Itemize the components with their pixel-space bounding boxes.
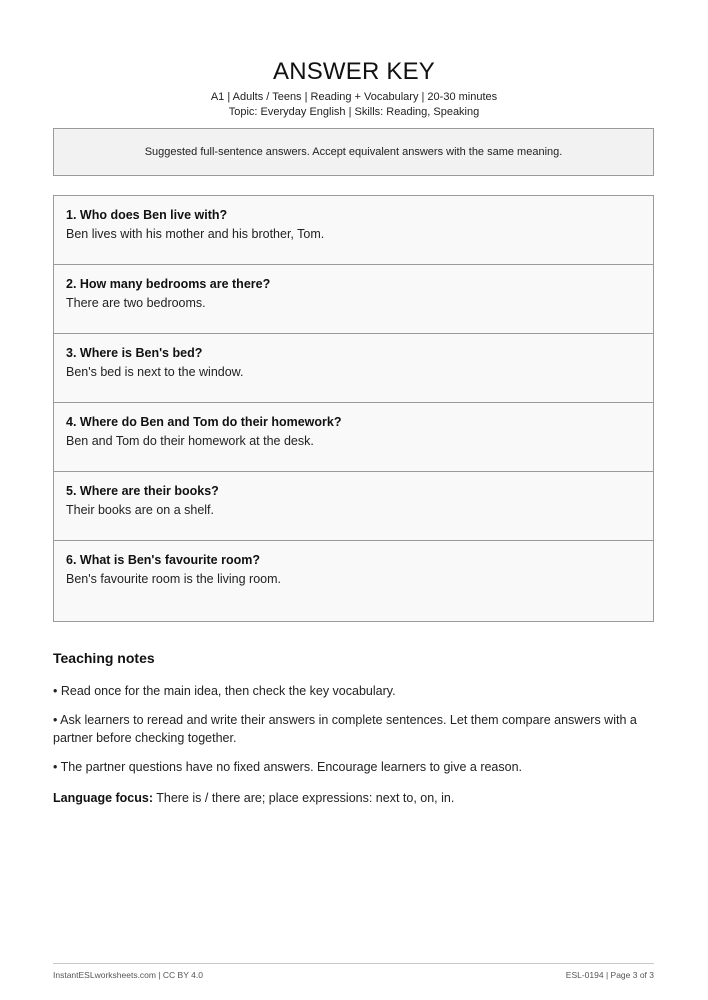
answer-item bbox=[54, 472, 653, 541]
footer-page-number: ESL-0194 | Page 3 of 3 bbox=[565, 970, 654, 980]
teaching-note: • Read once for the main idea, then check the key vocabulary. bbox=[53, 684, 396, 698]
language-focus-label: Language focus: bbox=[53, 791, 154, 805]
answer-text: Ben and Tom do their homework at the desk. bbox=[66, 434, 314, 448]
teaching-notes-heading: Teaching notes bbox=[53, 650, 155, 666]
footer-divider bbox=[53, 963, 654, 964]
instructions-box bbox=[53, 128, 654, 176]
question-text: 5. Where are their books? bbox=[66, 484, 219, 498]
answer-list bbox=[53, 195, 654, 622]
answer-text: There are two bedrooms. bbox=[66, 296, 206, 310]
answer-item bbox=[54, 334, 653, 403]
question-text: 1. Who does Ben live with? bbox=[66, 208, 228, 222]
teaching-note: • The partner questions have no fixed answers. Encourage learners to give a reason. bbox=[53, 760, 523, 774]
teaching-notes-list bbox=[53, 682, 654, 787]
instructions-text: Suggested full-sentence answers. Accept equivalent answers with the same meaning. bbox=[144, 146, 563, 158]
answer-item bbox=[54, 403, 653, 472]
language-focus-text: There is / there are; place expressions: next to, on, in. bbox=[153, 791, 455, 805]
answer-item bbox=[54, 196, 653, 265]
question-text: 3. Where is Ben's bed? bbox=[66, 346, 203, 360]
answer-item bbox=[54, 265, 653, 334]
question-text: 2. How many bedrooms are there? bbox=[66, 277, 271, 291]
answer-text: Ben lives with his mother and his brother, Tom. bbox=[66, 227, 325, 241]
question-text: 4. Where do Ben and Tom do their homework? bbox=[66, 415, 342, 429]
language-focus bbox=[53, 791, 654, 805]
answer-text: Ben's favourite room is the living room. bbox=[66, 572, 281, 586]
answer-text: Ben's bed is next to the window. bbox=[66, 365, 244, 379]
page-title: ANSWER KEY bbox=[272, 58, 436, 85]
question-text: 6. What is Ben's favourite room? bbox=[66, 553, 260, 567]
teaching-note: • Ask learners to reread and write their answers in complete sentences. Let them compare answers with a partner before checking together. bbox=[53, 713, 637, 745]
answer-item bbox=[54, 541, 653, 621]
level-meta-line: A1 | Adults / Teens | Reading + Vocabulary | 20-30 minutes bbox=[210, 91, 498, 103]
topic-meta-line: Topic: Everyday English | Skills: Reading, Speaking bbox=[228, 106, 480, 118]
footer-credit: InstantESLworksheets.com | CC BY 4.0 bbox=[53, 970, 203, 980]
answer-text: Their books are on a shelf. bbox=[66, 503, 214, 517]
